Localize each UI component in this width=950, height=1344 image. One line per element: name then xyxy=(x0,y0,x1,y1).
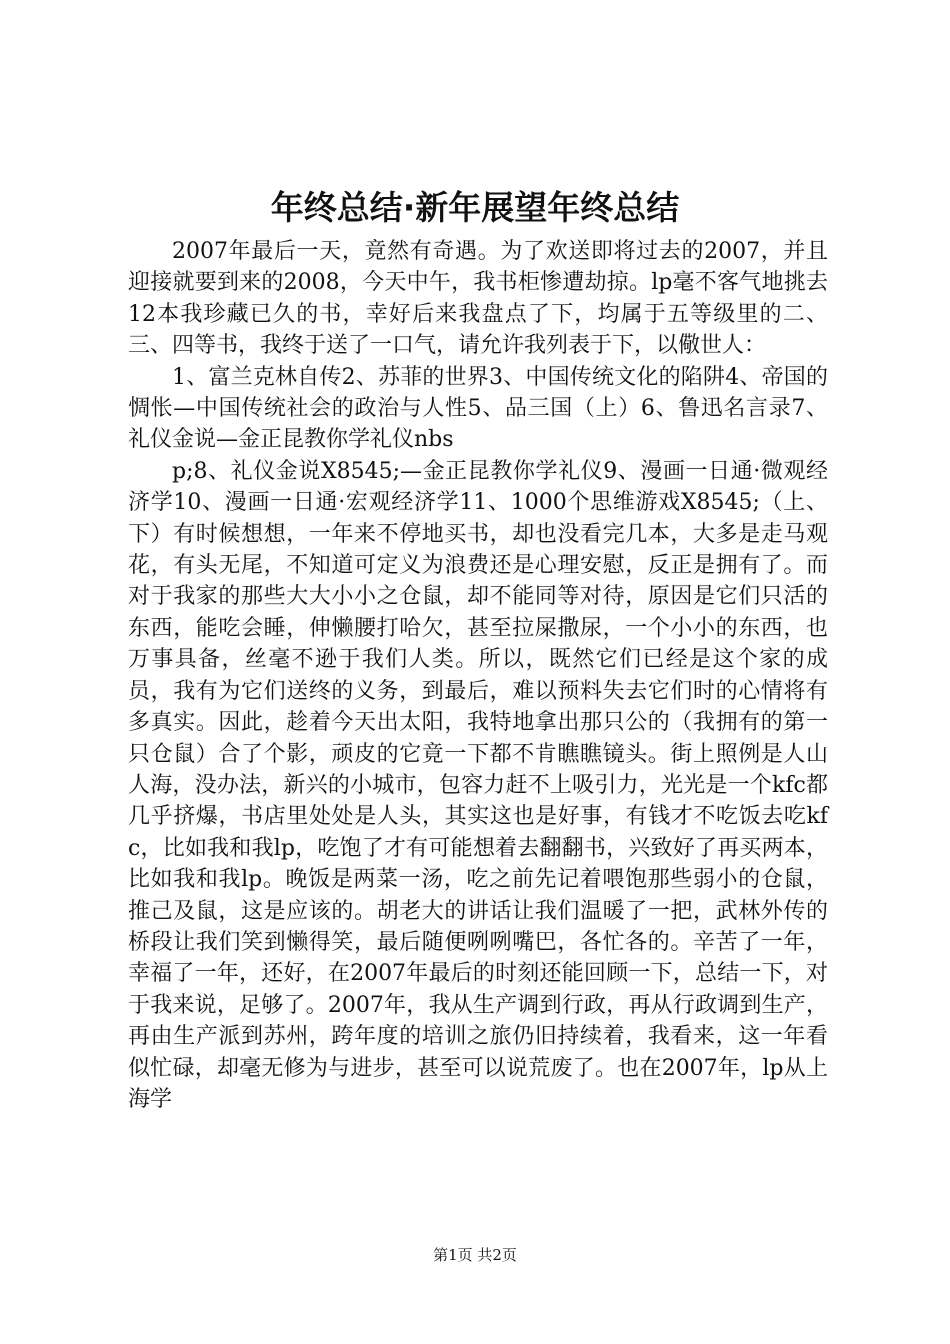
paragraph-intro: 2007年最后一天，竟然有奇遇。为了欢送即将过去的2007，并且迎接就要到来的2008，今天中午，我书柜惨遭劫掠。lp毫不客气地挑去12本我珍藏已久的书，幸好后来我盘点了下，均属于五等级里的二、三、四等书，我终于送了一口气，请允许我列表于下，以儆世人： xyxy=(128,239,828,359)
paragraph-main: p;8、礼仪金说X8545;—金正昆教你学礼仪9、漫画一日通·微观经济学10、漫画一日通·宏观经济学11、1000个思维游戏X8545;（上、下）有时候想想，一年来不停地买书，却也没看完几本，大多是走马观花，有头无尾，不知道可定义为浪费还是心理安慰，反正是拥有了。而对于我家的那些大大小小之仓鼠，却不能同等对待，原因是它们只活的东西，能吃会睡，伸懒腰打哈欠，甚至拉屎撒尿，一个小小的东西，也万事具备，丝毫不逊于我们人类。所以，既然它们已经是这个家的成员，我有为它们送终的义务，到最后，难以预料失去它们时的心情将有多真实。因此，趁着今天出太阳，我特地拿出那只公的（我拥有的第一只仓鼠）合了个影，顽皮的它竟一下都不肯瞧瞧镜头。街上照例是人山人海，没办法，新兴的小城市，包容力赶不上吸引力，光光是一个kfc都几乎挤爆，书店里处处是人头，其实这也是好事，有钱才不吃饭去吃kfc，比如我和我lp，吃饱了才有可能想着去翻翻书，兴致好了再买两本，比如我和我lp。晚饭是两菜一汤，吃之前先记着喂饱那些弱小的仓鼠，推己及鼠，这是应该的。胡老大的讲话让我们温暖了一把，武林外传的桥段让我们笑到懒得笑，最后随便咧咧嘴巴，各忙各的。辛苦了一年，幸福了一年，还好，在2007年最后的时刻还能回顾一下，总结一下，对于我来说，足够了。2007年，我从生产调到行政，再从行政调到生产，再由生产派到苏州，跨年度的培训之旅仍旧持续着，我看来，这一年看似忙碌，却毫无修为与进步，甚至可以说荒废了。也在2007年，lp从上海学 xyxy=(128,458,828,1112)
document-body xyxy=(128,236,828,1115)
paragraph-book-list: 1、富兰克林自传2、苏菲的世界3、中国传统文化的陷阱4、帝国的惆怅—中国传统社会的政治与人性5、品三国（上）6、鲁迅名言录7、礼仪金说—金正昆教你学礼仪nbs xyxy=(128,364,828,453)
page-footer: 第1页 共2页 xyxy=(433,1246,517,1264)
document-title: 年终总结·新年展望年终总结 xyxy=(270,188,680,227)
